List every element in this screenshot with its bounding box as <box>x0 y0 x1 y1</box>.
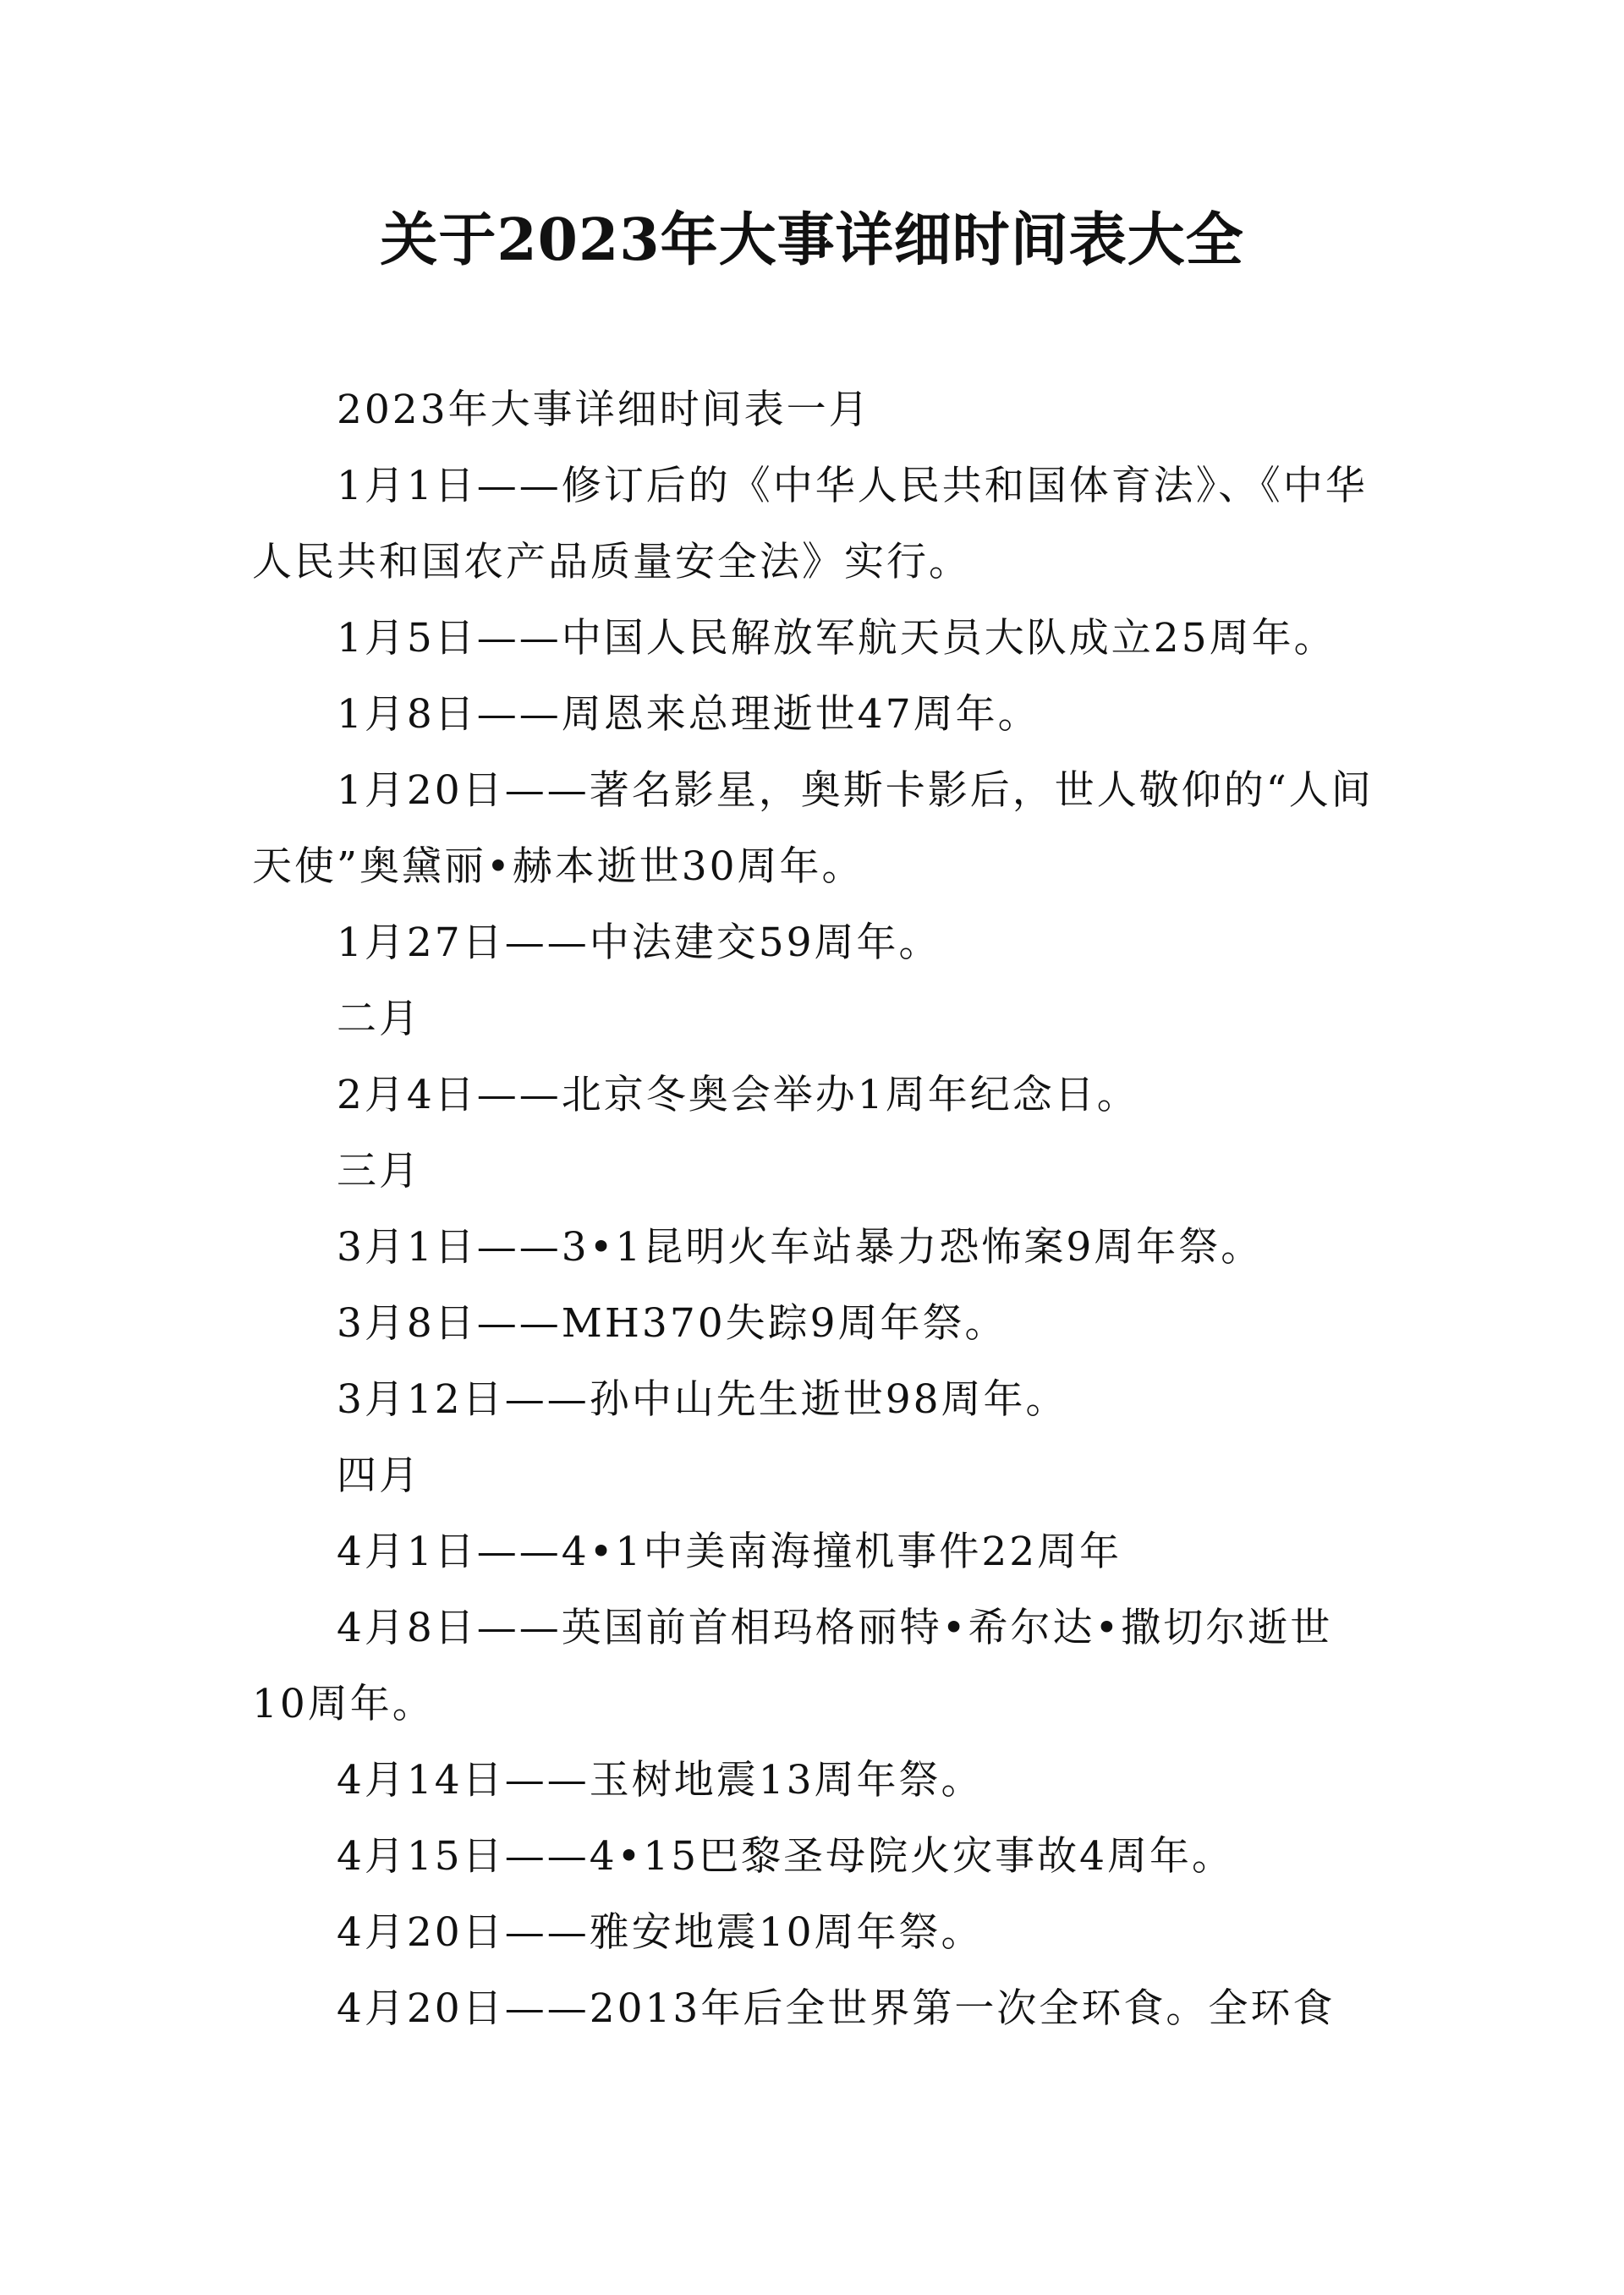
paragraph-section-february: 二月 <box>337 996 421 1042</box>
paragraph-apr-20-eclipse: 4月20日——2013年后全世界第一次全环食。全环食 <box>337 1985 1336 2032</box>
paragraph-mar-8: 3月8日——MH370失踪9周年祭。 <box>337 1300 1007 1347</box>
paragraph-jan-1: 1月1日——修订后的《中华人民共和国体育法》、《中华人民共和国农产品质量安全法》实行。 <box>252 463 1368 585</box>
paragraph-jan-5: 1月5日——中国人民解放军航天员大队成立25周年。 <box>337 615 1336 662</box>
paragraph-section-april: 四月 <box>337 1452 421 1499</box>
paragraph-apr-14: 4月14日——玉树地震13周年祭。 <box>337 1757 984 1804</box>
paragraph-apr-15: 4月15日——4•15巴黎圣母院火灾事故4周年。 <box>337 1833 1235 1880</box>
paragraph-mar-12: 3月12日——孙中山先生逝世98周年。 <box>337 1376 1068 1423</box>
paragraph-feb-4: 2月4日——北京冬奥会举办1周年纪念日。 <box>337 1072 1139 1118</box>
paragraph-section-march: 三月 <box>337 1148 421 1194</box>
paragraph-apr-1: 4月1日——4•1中美南海撞机事件22周年 <box>337 1529 1122 1575</box>
paragraph-apr-20-earthquake: 4月20日——雅安地震10周年祭。 <box>337 1909 984 1956</box>
paragraph-jan-27: 1月27日——中法建交59周年。 <box>337 920 941 966</box>
paragraph-jan-8: 1月8日——周恩来总理逝世47周年。 <box>337 691 1040 738</box>
document-body <box>252 372 1385 2047</box>
paragraph-apr-8: 4月8日——英国前首相玛格丽特•希尔达•撒切尔逝世10周年。 <box>252 1605 1333 1727</box>
paragraph-mar-1: 3月1日——3•1昆明火车站暴力恐怖案9周年祭。 <box>337 1224 1264 1271</box>
page-title: 关于2023年大事详细时间表大全 <box>380 206 1244 274</box>
paragraph-section-january: 2023年大事详细时间表一月 <box>337 387 871 433</box>
paragraph-jan-20: 1月20日——著名影星，奥斯卡影后，世人敬仰的“人间天使”奥黛丽•赫本逝世30周年。 <box>252 767 1374 890</box>
